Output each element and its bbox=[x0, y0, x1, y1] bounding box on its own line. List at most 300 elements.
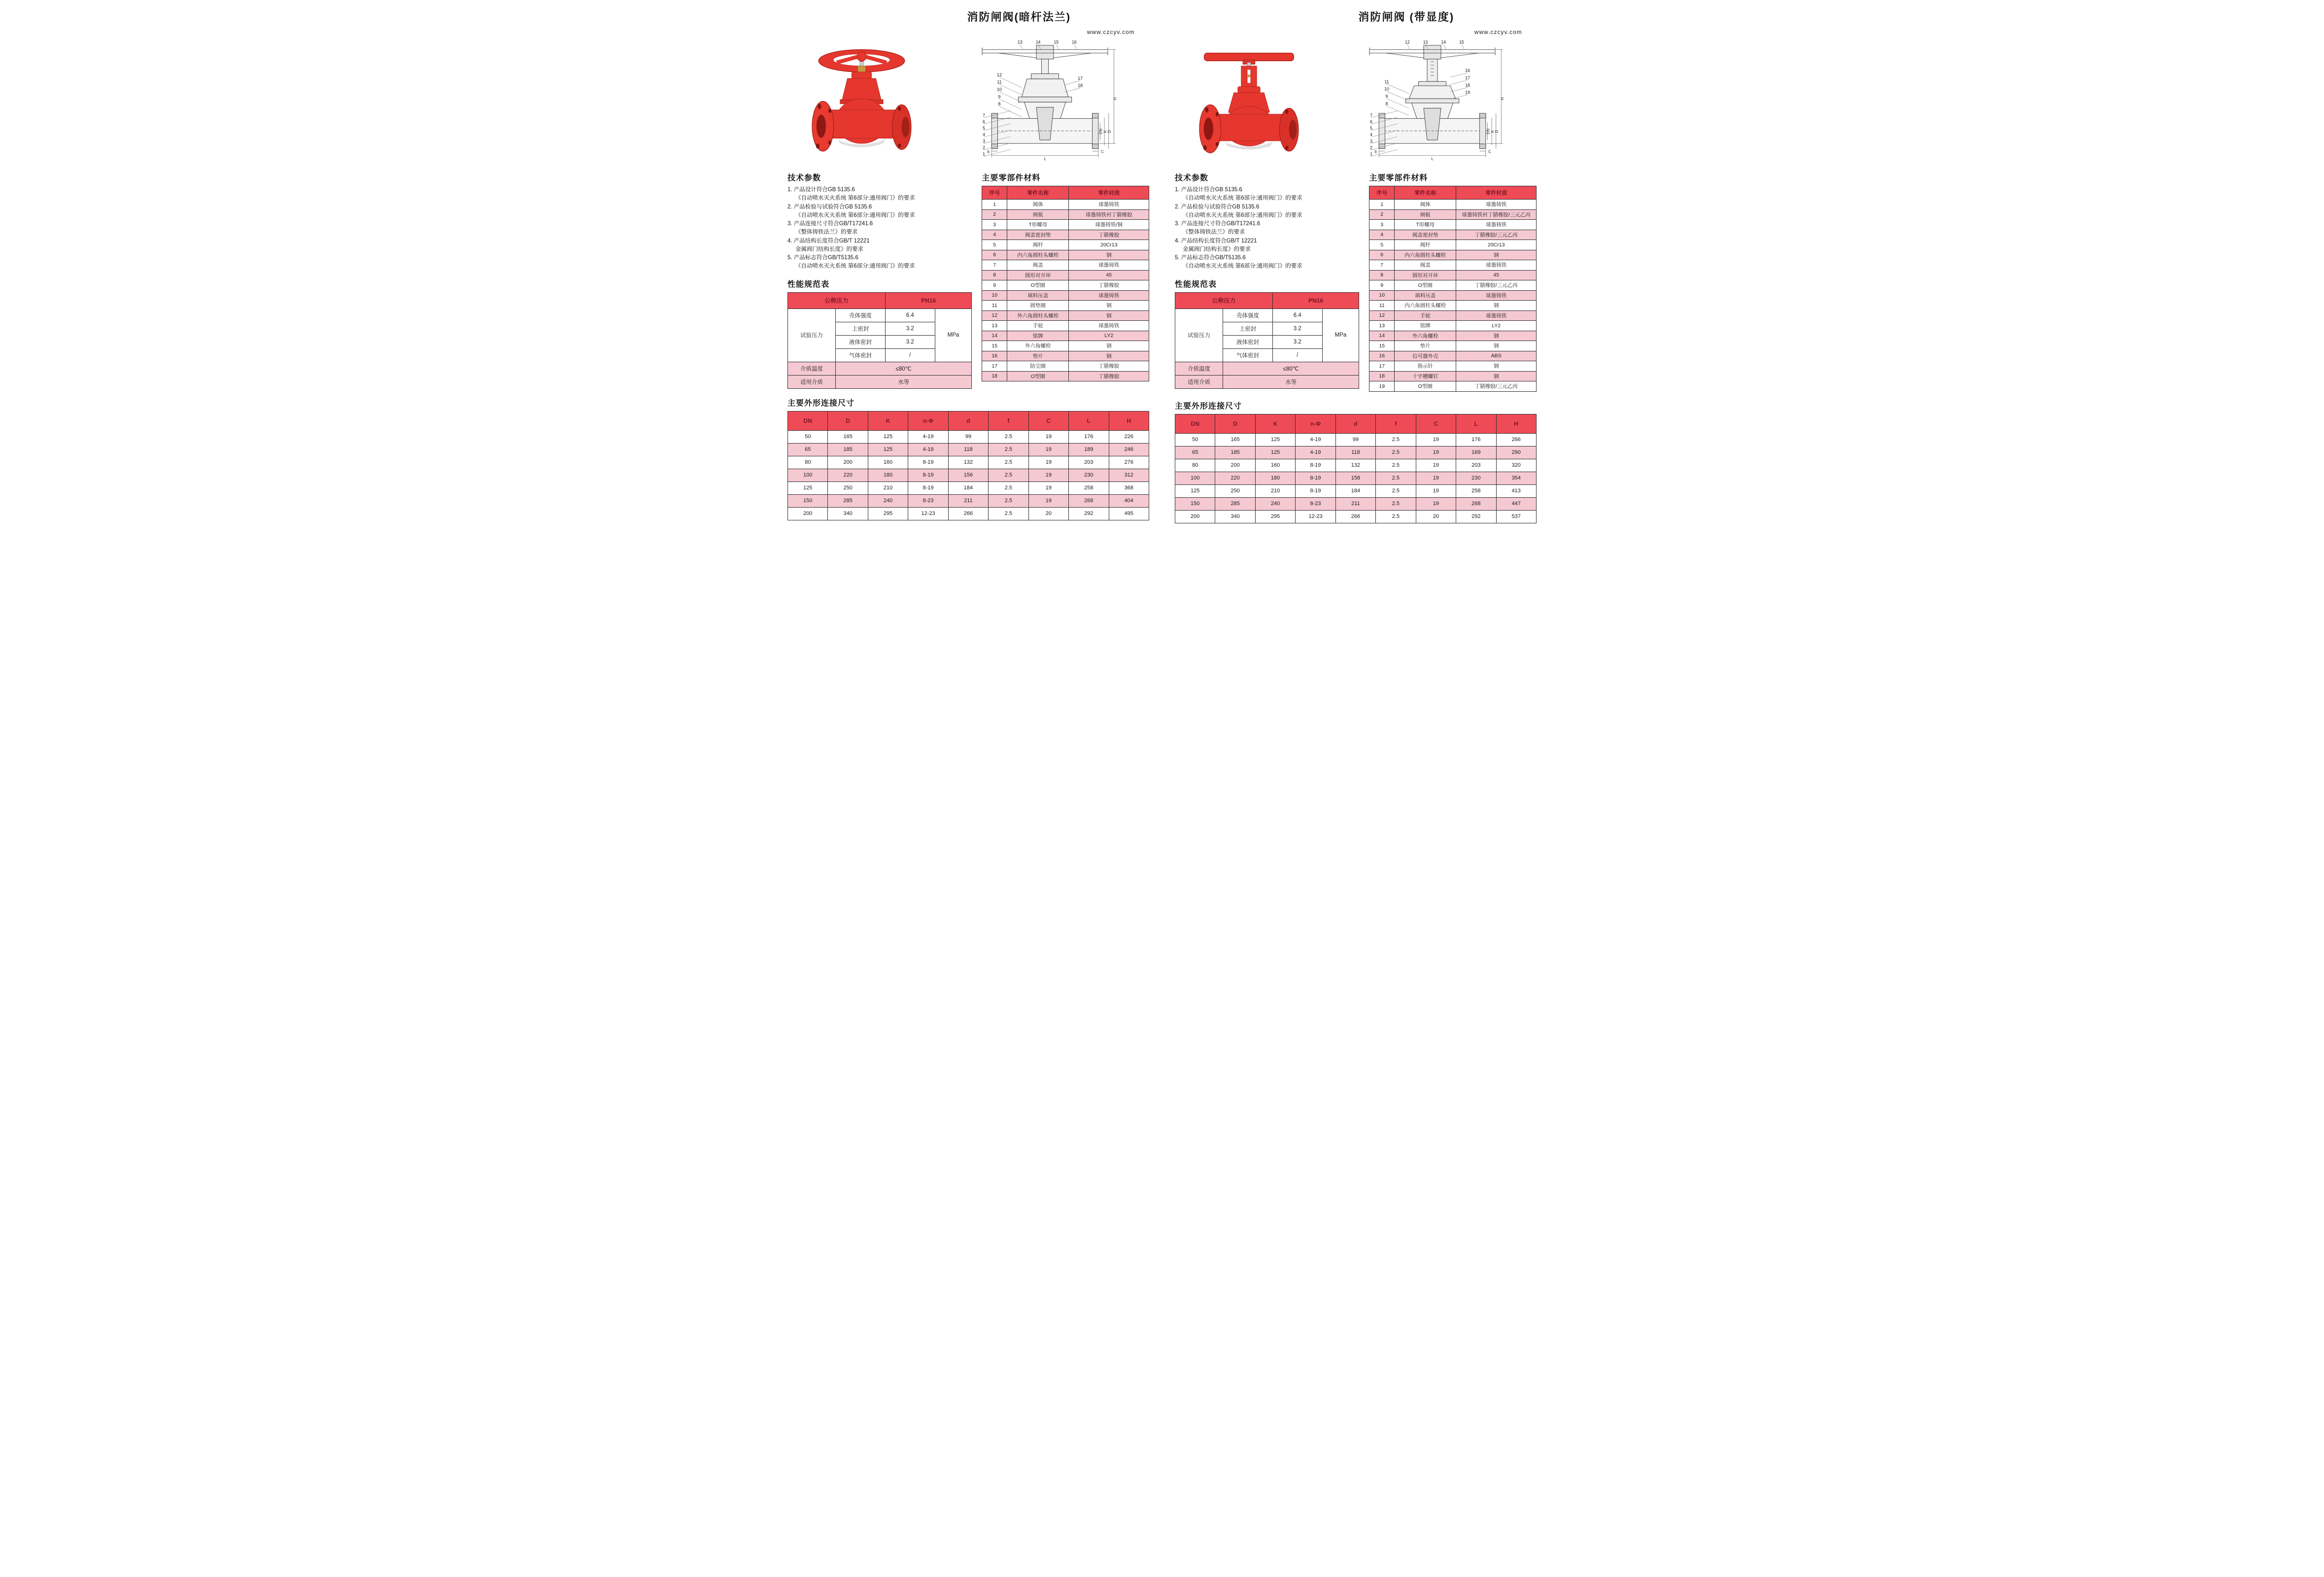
table-cell: 80 bbox=[1175, 459, 1215, 472]
table-row bbox=[1369, 301, 1537, 311]
column-header: 序号 bbox=[982, 186, 1007, 200]
svg-text:12: 12 bbox=[1404, 39, 1410, 45]
table-row bbox=[788, 443, 1149, 456]
table-cell: 1 bbox=[982, 200, 1007, 210]
table-cell: LY2 bbox=[1069, 331, 1149, 341]
dim-D: D bbox=[1107, 130, 1112, 133]
table-cell: 手轮 bbox=[1395, 310, 1456, 321]
tech-param-line: 《整体铸铁法兰》的要求 bbox=[1183, 229, 1245, 236]
table-cell: 14 bbox=[982, 331, 1007, 341]
table-cell: 钢 bbox=[1069, 341, 1149, 351]
table-cell: 阀盖 bbox=[1007, 260, 1069, 271]
table-cell: 404 bbox=[1109, 494, 1149, 507]
perf-row-label: 液体密封 bbox=[1223, 335, 1273, 348]
table-cell: 铭牌 bbox=[1007, 331, 1069, 341]
dim-b: b bbox=[1374, 149, 1377, 154]
table-cell: 钢 bbox=[1456, 361, 1537, 372]
table-row bbox=[982, 351, 1149, 361]
tech-param-line: 《自动喷水灭火系统 第6部分:通用阀门》的要求 bbox=[1183, 212, 1302, 218]
table-cell: 99 bbox=[1335, 433, 1375, 446]
performance-heading: 性能规范表 bbox=[787, 280, 830, 289]
table-cell: 2.5 bbox=[989, 481, 1028, 494]
svg-text:14: 14 bbox=[1035, 39, 1041, 45]
dim-L: L bbox=[1044, 157, 1046, 162]
svg-text:14: 14 bbox=[1441, 39, 1446, 45]
table-cell: 阀体 bbox=[1007, 200, 1069, 210]
svg-text:3: 3 bbox=[1370, 138, 1372, 144]
table-cell: 266 bbox=[1496, 433, 1537, 446]
page-header bbox=[787, 6, 1149, 37]
table-cell: 45 bbox=[1069, 270, 1149, 280]
table-cell: 99 bbox=[948, 430, 988, 443]
table-cell: 50 bbox=[1175, 433, 1215, 446]
table-cell: 8-19 bbox=[1296, 484, 1335, 497]
table-cell: 413 bbox=[1496, 484, 1537, 497]
table-cell: 276 bbox=[1109, 456, 1149, 469]
svg-text:4: 4 bbox=[983, 132, 985, 137]
table-cell: 8 bbox=[982, 270, 1007, 280]
table-cell: 信号器外壳 bbox=[1395, 351, 1456, 361]
table-cell: 125 bbox=[1255, 446, 1295, 459]
nominal-pressure-value: PN16 bbox=[1272, 292, 1359, 309]
table-cell: 200 bbox=[788, 507, 828, 520]
table-cell: 4 bbox=[982, 230, 1007, 240]
table-cell: 165 bbox=[828, 430, 868, 443]
table-cell: 295 bbox=[1255, 510, 1295, 523]
svg-text:11: 11 bbox=[997, 79, 1002, 85]
svg-text:5: 5 bbox=[983, 126, 985, 131]
perf-row-label: 壳体强度 bbox=[1223, 309, 1273, 322]
table-row bbox=[1369, 381, 1537, 392]
performance-table bbox=[787, 292, 972, 389]
table-cell: 8-19 bbox=[1296, 472, 1335, 484]
tech-param-line: 《自动喷水灭火系统 第6部分:通用阀门》的要求 bbox=[795, 195, 915, 202]
table-cell: 丁腈橡胶 bbox=[1069, 280, 1149, 291]
dimensions-table bbox=[787, 411, 1149, 520]
table-cell: 8-23 bbox=[1296, 497, 1335, 510]
table-cell: 295 bbox=[868, 507, 908, 520]
table-row bbox=[1369, 351, 1537, 361]
callouts-left bbox=[997, 72, 1022, 117]
column-header: 零件名称 bbox=[1007, 186, 1069, 200]
middle-row bbox=[1175, 169, 1537, 392]
table-row bbox=[1175, 472, 1537, 484]
table-cell: 填料压盖 bbox=[1395, 290, 1456, 301]
tech-param-line: 《自动喷水灭火系统 第6部分:通用阀门》的要求 bbox=[1183, 195, 1302, 202]
table-cell: 312 bbox=[1109, 469, 1149, 481]
table-cell: 125 bbox=[788, 481, 828, 494]
table-cell: 9 bbox=[982, 280, 1007, 291]
table-row bbox=[982, 331, 1149, 341]
svg-text:1: 1 bbox=[1370, 151, 1372, 157]
table-row bbox=[982, 240, 1149, 250]
table-row bbox=[1369, 250, 1537, 260]
dim-K: K bbox=[1103, 130, 1108, 133]
callouts-right bbox=[1065, 76, 1083, 92]
column-header: 零件名称 bbox=[1395, 186, 1456, 200]
technical-drawing bbox=[1328, 38, 1537, 168]
materials-heading: 主要零部件材料 bbox=[982, 174, 1041, 182]
svg-text:15: 15 bbox=[1054, 39, 1059, 45]
table-row bbox=[982, 250, 1149, 260]
table-cell: 8-19 bbox=[908, 481, 948, 494]
table-cell: 2.5 bbox=[1376, 459, 1416, 472]
table-cell: 填料压盖 bbox=[1007, 290, 1069, 301]
table-cell: 2.5 bbox=[989, 443, 1028, 456]
figures-row bbox=[787, 38, 1149, 168]
table-cell: 17 bbox=[1369, 361, 1395, 372]
table-cell: 球墨铸铁 bbox=[1069, 260, 1149, 271]
table-cell: 65 bbox=[788, 443, 828, 456]
table-cell: 外六角螺栓 bbox=[1395, 331, 1456, 341]
dimensions-heading: 主要外形连接尺寸 bbox=[787, 399, 855, 408]
table-cell: 230 bbox=[1069, 469, 1109, 481]
table-row bbox=[1369, 230, 1537, 240]
dim-L: L bbox=[1431, 157, 1434, 162]
table-cell: O型圈 bbox=[1007, 280, 1069, 291]
table-row bbox=[788, 494, 1149, 507]
table-cell: 19 bbox=[1416, 472, 1456, 484]
table-cell: 2.5 bbox=[989, 430, 1028, 443]
table-row bbox=[1175, 497, 1537, 510]
table-row bbox=[1369, 200, 1537, 210]
table-row bbox=[982, 270, 1149, 280]
table-cell: 20 bbox=[1028, 507, 1068, 520]
table-cell: 8-19 bbox=[1296, 459, 1335, 472]
table-cell: 防尘圈 bbox=[1007, 361, 1069, 372]
svg-text:10: 10 bbox=[1384, 86, 1389, 92]
svg-text:7: 7 bbox=[983, 112, 985, 118]
test-pressure-label: 试验压力 bbox=[788, 309, 836, 362]
callouts-left bbox=[1384, 79, 1409, 116]
table-cell: 15 bbox=[982, 341, 1007, 351]
table-cell: 19 bbox=[1028, 481, 1068, 494]
table-cell: 7 bbox=[982, 260, 1007, 271]
column-header: DN bbox=[788, 411, 828, 430]
table-cell: 268 bbox=[1456, 497, 1496, 510]
dim-C: C bbox=[1101, 149, 1104, 154]
tech-and-performance bbox=[1175, 169, 1359, 392]
table-cell: 18 bbox=[1369, 371, 1395, 381]
table-cell: 球墨铸铁 bbox=[1456, 220, 1537, 230]
tech-param-line: 3. 产品连接尺寸符合GB/T17241.6 bbox=[1175, 221, 1261, 227]
table-cell: O型圈 bbox=[1395, 381, 1456, 392]
table-row bbox=[788, 481, 1149, 494]
svg-text:17: 17 bbox=[1465, 75, 1470, 80]
table-cell: 65 bbox=[1175, 446, 1215, 459]
table-cell: 200 bbox=[1175, 510, 1215, 523]
column-header: 零件材质 bbox=[1069, 186, 1149, 200]
svg-text:19: 19 bbox=[1465, 90, 1470, 95]
column-header: C bbox=[1028, 411, 1068, 430]
perf-row-value: 3.2 bbox=[1272, 322, 1322, 335]
table-cell: 3 bbox=[982, 220, 1007, 230]
table-cell: 185 bbox=[1215, 446, 1255, 459]
table-cell: 211 bbox=[1335, 497, 1375, 510]
table-cell: 184 bbox=[948, 481, 988, 494]
table-cell: 4-19 bbox=[1296, 446, 1335, 459]
svg-text:2: 2 bbox=[983, 145, 985, 150]
table-cell: 8-23 bbox=[908, 494, 948, 507]
table-row bbox=[982, 341, 1149, 351]
table-cell: 阀体 bbox=[1395, 200, 1456, 210]
svg-text:9: 9 bbox=[1385, 94, 1388, 99]
table-cell: ABS bbox=[1456, 351, 1537, 361]
table-row bbox=[1369, 341, 1537, 351]
table-row bbox=[982, 290, 1149, 301]
svg-text:15: 15 bbox=[1459, 39, 1464, 45]
table-cell: 球墨铸铁衬丁腈橡胶 bbox=[1069, 209, 1149, 220]
tech-params-heading: 技术参数 bbox=[1175, 174, 1209, 182]
table-cell: 球墨铸铁 bbox=[1456, 290, 1537, 301]
table-cell: 160 bbox=[1255, 459, 1295, 472]
medium-temp-label: 介质温度 bbox=[1175, 362, 1223, 375]
table-cell: 100 bbox=[1175, 472, 1215, 484]
dim-D: D bbox=[1495, 130, 1500, 133]
column-header: d bbox=[1335, 414, 1375, 433]
table-cell: 200 bbox=[828, 456, 868, 469]
table-cell: 495 bbox=[1109, 507, 1149, 520]
perf-row-value: 6.4 bbox=[885, 309, 935, 322]
table-row bbox=[982, 200, 1149, 210]
table-row bbox=[1175, 459, 1537, 472]
table-cell: 外六角圆柱头螺栓 bbox=[1007, 310, 1069, 321]
column-header: D bbox=[1215, 414, 1255, 433]
table-cell: 钢 bbox=[1456, 250, 1537, 260]
svg-text:4: 4 bbox=[1370, 132, 1372, 137]
table-cell: 189 bbox=[1069, 443, 1109, 456]
table-row bbox=[788, 456, 1149, 469]
table-cell: 10 bbox=[1369, 290, 1395, 301]
dim-H: H bbox=[1113, 97, 1118, 101]
table-row bbox=[1175, 433, 1537, 446]
table-cell: 圆形对开环 bbox=[1395, 270, 1456, 280]
table-row bbox=[982, 260, 1149, 271]
materials-table bbox=[982, 186, 1149, 381]
table-cell: 内六角圆柱头螺栓 bbox=[1007, 250, 1069, 260]
medium-temp-value: ≤80℃ bbox=[836, 362, 972, 375]
table-row bbox=[1369, 260, 1537, 271]
svg-text:12: 12 bbox=[997, 72, 1002, 77]
table-row bbox=[1175, 484, 1537, 497]
table-row bbox=[1369, 331, 1537, 341]
table-cell: 钢 bbox=[1456, 371, 1537, 381]
table-cell: 230 bbox=[1456, 472, 1496, 484]
table-cell: 圆形对开环 bbox=[1007, 270, 1069, 280]
table-cell: 226 bbox=[1109, 430, 1149, 443]
table-cell: 19 bbox=[1416, 433, 1456, 446]
performance-heading: 性能规范表 bbox=[1175, 280, 1217, 289]
tech-param-line: 《整体铸铁法兰》的要求 bbox=[795, 229, 858, 236]
table-cell: O型圈 bbox=[1395, 280, 1456, 291]
table-cell: 丁腈橡胶 bbox=[1069, 230, 1149, 240]
svg-text:8: 8 bbox=[1385, 101, 1388, 106]
table-cell: 125 bbox=[1175, 484, 1215, 497]
column-header: DN bbox=[1175, 414, 1215, 433]
dimensions-section bbox=[787, 394, 1149, 520]
dim-K: K bbox=[1490, 130, 1495, 133]
table-cell: 447 bbox=[1496, 497, 1537, 510]
perf-row-value: 6.4 bbox=[1272, 309, 1322, 322]
column-header: K bbox=[1255, 414, 1295, 433]
perf-row-label: 壳体强度 bbox=[836, 309, 886, 322]
table-cell: 250 bbox=[1215, 484, 1255, 497]
table-row bbox=[788, 469, 1149, 481]
table-cell: 16 bbox=[1369, 351, 1395, 361]
table-row bbox=[982, 220, 1149, 230]
table-cell: 2 bbox=[982, 209, 1007, 220]
gate-valve-section-drawing bbox=[1328, 38, 1537, 168]
table-cell: 45 bbox=[1456, 270, 1537, 280]
table-row bbox=[1369, 371, 1537, 381]
table-cell: 5 bbox=[982, 240, 1007, 250]
dim-H: H bbox=[1500, 97, 1505, 101]
table-cell: 19 bbox=[1416, 497, 1456, 510]
table-cell: 15 bbox=[1369, 341, 1395, 351]
product-photo bbox=[1175, 38, 1323, 168]
table-cell: 285 bbox=[1215, 497, 1255, 510]
svg-text:2: 2 bbox=[1370, 145, 1372, 150]
table-cell: 2.5 bbox=[989, 469, 1028, 481]
svg-text:17: 17 bbox=[1078, 75, 1083, 81]
table-cell: 118 bbox=[1335, 446, 1375, 459]
table-cell: 2.5 bbox=[1376, 472, 1416, 484]
table-cell: 指示针 bbox=[1395, 361, 1456, 372]
website-link[interactable]: www.czcyv.com bbox=[1474, 29, 1522, 35]
svg-text:16: 16 bbox=[1072, 39, 1077, 45]
column-header: f bbox=[989, 411, 1028, 430]
table-cell: 垫片 bbox=[1007, 351, 1069, 361]
table-cell: 闸板 bbox=[1007, 209, 1069, 220]
table-cell: 钢 bbox=[1069, 310, 1149, 321]
table-row bbox=[1369, 321, 1537, 331]
table-cell: 240 bbox=[1255, 497, 1295, 510]
table-row bbox=[1369, 280, 1537, 291]
table-cell: 246 bbox=[1109, 443, 1149, 456]
svg-text:7: 7 bbox=[1370, 112, 1372, 118]
table-cell: 176 bbox=[1069, 430, 1109, 443]
table-row bbox=[1175, 446, 1537, 459]
table-cell: 100 bbox=[788, 469, 828, 481]
table-cell: 203 bbox=[1456, 459, 1496, 472]
table-cell: 158 bbox=[1335, 472, 1375, 484]
gate-valve-section-drawing bbox=[941, 38, 1149, 168]
table-cell: 80 bbox=[788, 456, 828, 469]
table-row bbox=[788, 430, 1149, 443]
svg-text:13: 13 bbox=[1423, 39, 1428, 45]
table-cell: 11 bbox=[982, 301, 1007, 311]
svg-text:6: 6 bbox=[1370, 119, 1372, 125]
table-cell: 13 bbox=[1369, 321, 1395, 331]
table-cell: 210 bbox=[868, 481, 908, 494]
svg-text:18: 18 bbox=[1078, 83, 1083, 88]
table-cell: 11 bbox=[1369, 301, 1395, 311]
table-cell: 368 bbox=[1109, 481, 1149, 494]
page-right bbox=[1162, 0, 1549, 530]
page-left bbox=[775, 0, 1162, 530]
table-row bbox=[1369, 310, 1537, 321]
column-header: L bbox=[1069, 411, 1109, 430]
table-cell: 2.5 bbox=[989, 456, 1028, 469]
table-cell: 圆垫圈 bbox=[1007, 301, 1069, 311]
svg-text:3: 3 bbox=[983, 138, 985, 144]
column-header: K bbox=[868, 411, 908, 430]
table-cell: 17 bbox=[982, 361, 1007, 372]
table-cell: 125 bbox=[868, 430, 908, 443]
performance-table bbox=[1175, 292, 1359, 389]
table-cell: 6 bbox=[982, 250, 1007, 260]
table-cell: 132 bbox=[948, 456, 988, 469]
tech-param-line: 金属阀门结构长度》的要求 bbox=[795, 246, 863, 252]
table-row bbox=[788, 507, 1149, 520]
table-cell: 290 bbox=[1496, 446, 1537, 459]
tech-param-line: 金属阀门结构长度》的要求 bbox=[1183, 246, 1251, 252]
table-row bbox=[1369, 270, 1537, 280]
materials-column bbox=[982, 169, 1149, 389]
perf-row-value: / bbox=[885, 348, 935, 362]
table-cell: 19 bbox=[1369, 381, 1395, 392]
middle-row bbox=[787, 169, 1149, 389]
dimensions-section bbox=[1175, 397, 1537, 523]
table-cell: 340 bbox=[1215, 510, 1255, 523]
table-cell: 258 bbox=[1456, 484, 1496, 497]
table-cell: O型圈 bbox=[1007, 371, 1069, 381]
table-cell: 125 bbox=[1255, 433, 1295, 446]
perf-row-label: 液体密封 bbox=[836, 335, 886, 348]
table-cell: 203 bbox=[1069, 456, 1109, 469]
medium-label: 适用介质 bbox=[788, 375, 836, 388]
table-cell: 220 bbox=[828, 469, 868, 481]
perf-row-label: 上密封 bbox=[1223, 322, 1273, 335]
table-cell: 闸板 bbox=[1395, 209, 1456, 220]
tech-and-performance bbox=[787, 169, 972, 389]
table-row bbox=[982, 301, 1149, 311]
table-cell: 285 bbox=[828, 494, 868, 507]
page-title: 消防闸阀(暗杆法兰) bbox=[967, 11, 1071, 23]
dim-b: b bbox=[987, 149, 990, 154]
page-title: 消防闸阀 (带显度) bbox=[1358, 11, 1455, 23]
dimensions-heading: 主要外形连接尺寸 bbox=[1175, 402, 1242, 411]
table-row bbox=[982, 310, 1149, 321]
table-cell: 丁腈橡胶/三元乙丙 bbox=[1456, 230, 1537, 240]
table-cell: 185 bbox=[828, 443, 868, 456]
table-cell: 垫片 bbox=[1395, 341, 1456, 351]
table-cell: 292 bbox=[1069, 507, 1109, 520]
medium-value: 水等 bbox=[1223, 375, 1359, 388]
catalog-spread bbox=[775, 0, 1549, 530]
table-cell: 210 bbox=[1255, 484, 1295, 497]
materials-column bbox=[1369, 169, 1537, 392]
svg-text:10: 10 bbox=[997, 87, 1002, 92]
website-link[interactable]: www.czcyv.com bbox=[1087, 29, 1135, 35]
materials-table bbox=[1369, 186, 1537, 392]
table-cell: 211 bbox=[948, 494, 988, 507]
table-cell: 5 bbox=[1369, 240, 1395, 250]
table-cell: 12 bbox=[982, 310, 1007, 321]
tech-params-heading: 技术参数 bbox=[787, 174, 821, 182]
tech-param-line: 3. 产品连接尺寸符合GB/T17241.6 bbox=[787, 221, 873, 227]
table-cell: 2 bbox=[1369, 209, 1395, 220]
svg-text:18: 18 bbox=[1465, 82, 1470, 88]
table-cell: T形螺母 bbox=[1007, 220, 1069, 230]
table-cell: 266 bbox=[948, 507, 988, 520]
table-row bbox=[1369, 220, 1537, 230]
table-row bbox=[982, 280, 1149, 291]
table-cell: 250 bbox=[828, 481, 868, 494]
materials-heading: 主要零部件材料 bbox=[1369, 174, 1428, 182]
svg-text:13: 13 bbox=[1017, 39, 1023, 45]
table-cell: LY2 bbox=[1456, 321, 1537, 331]
